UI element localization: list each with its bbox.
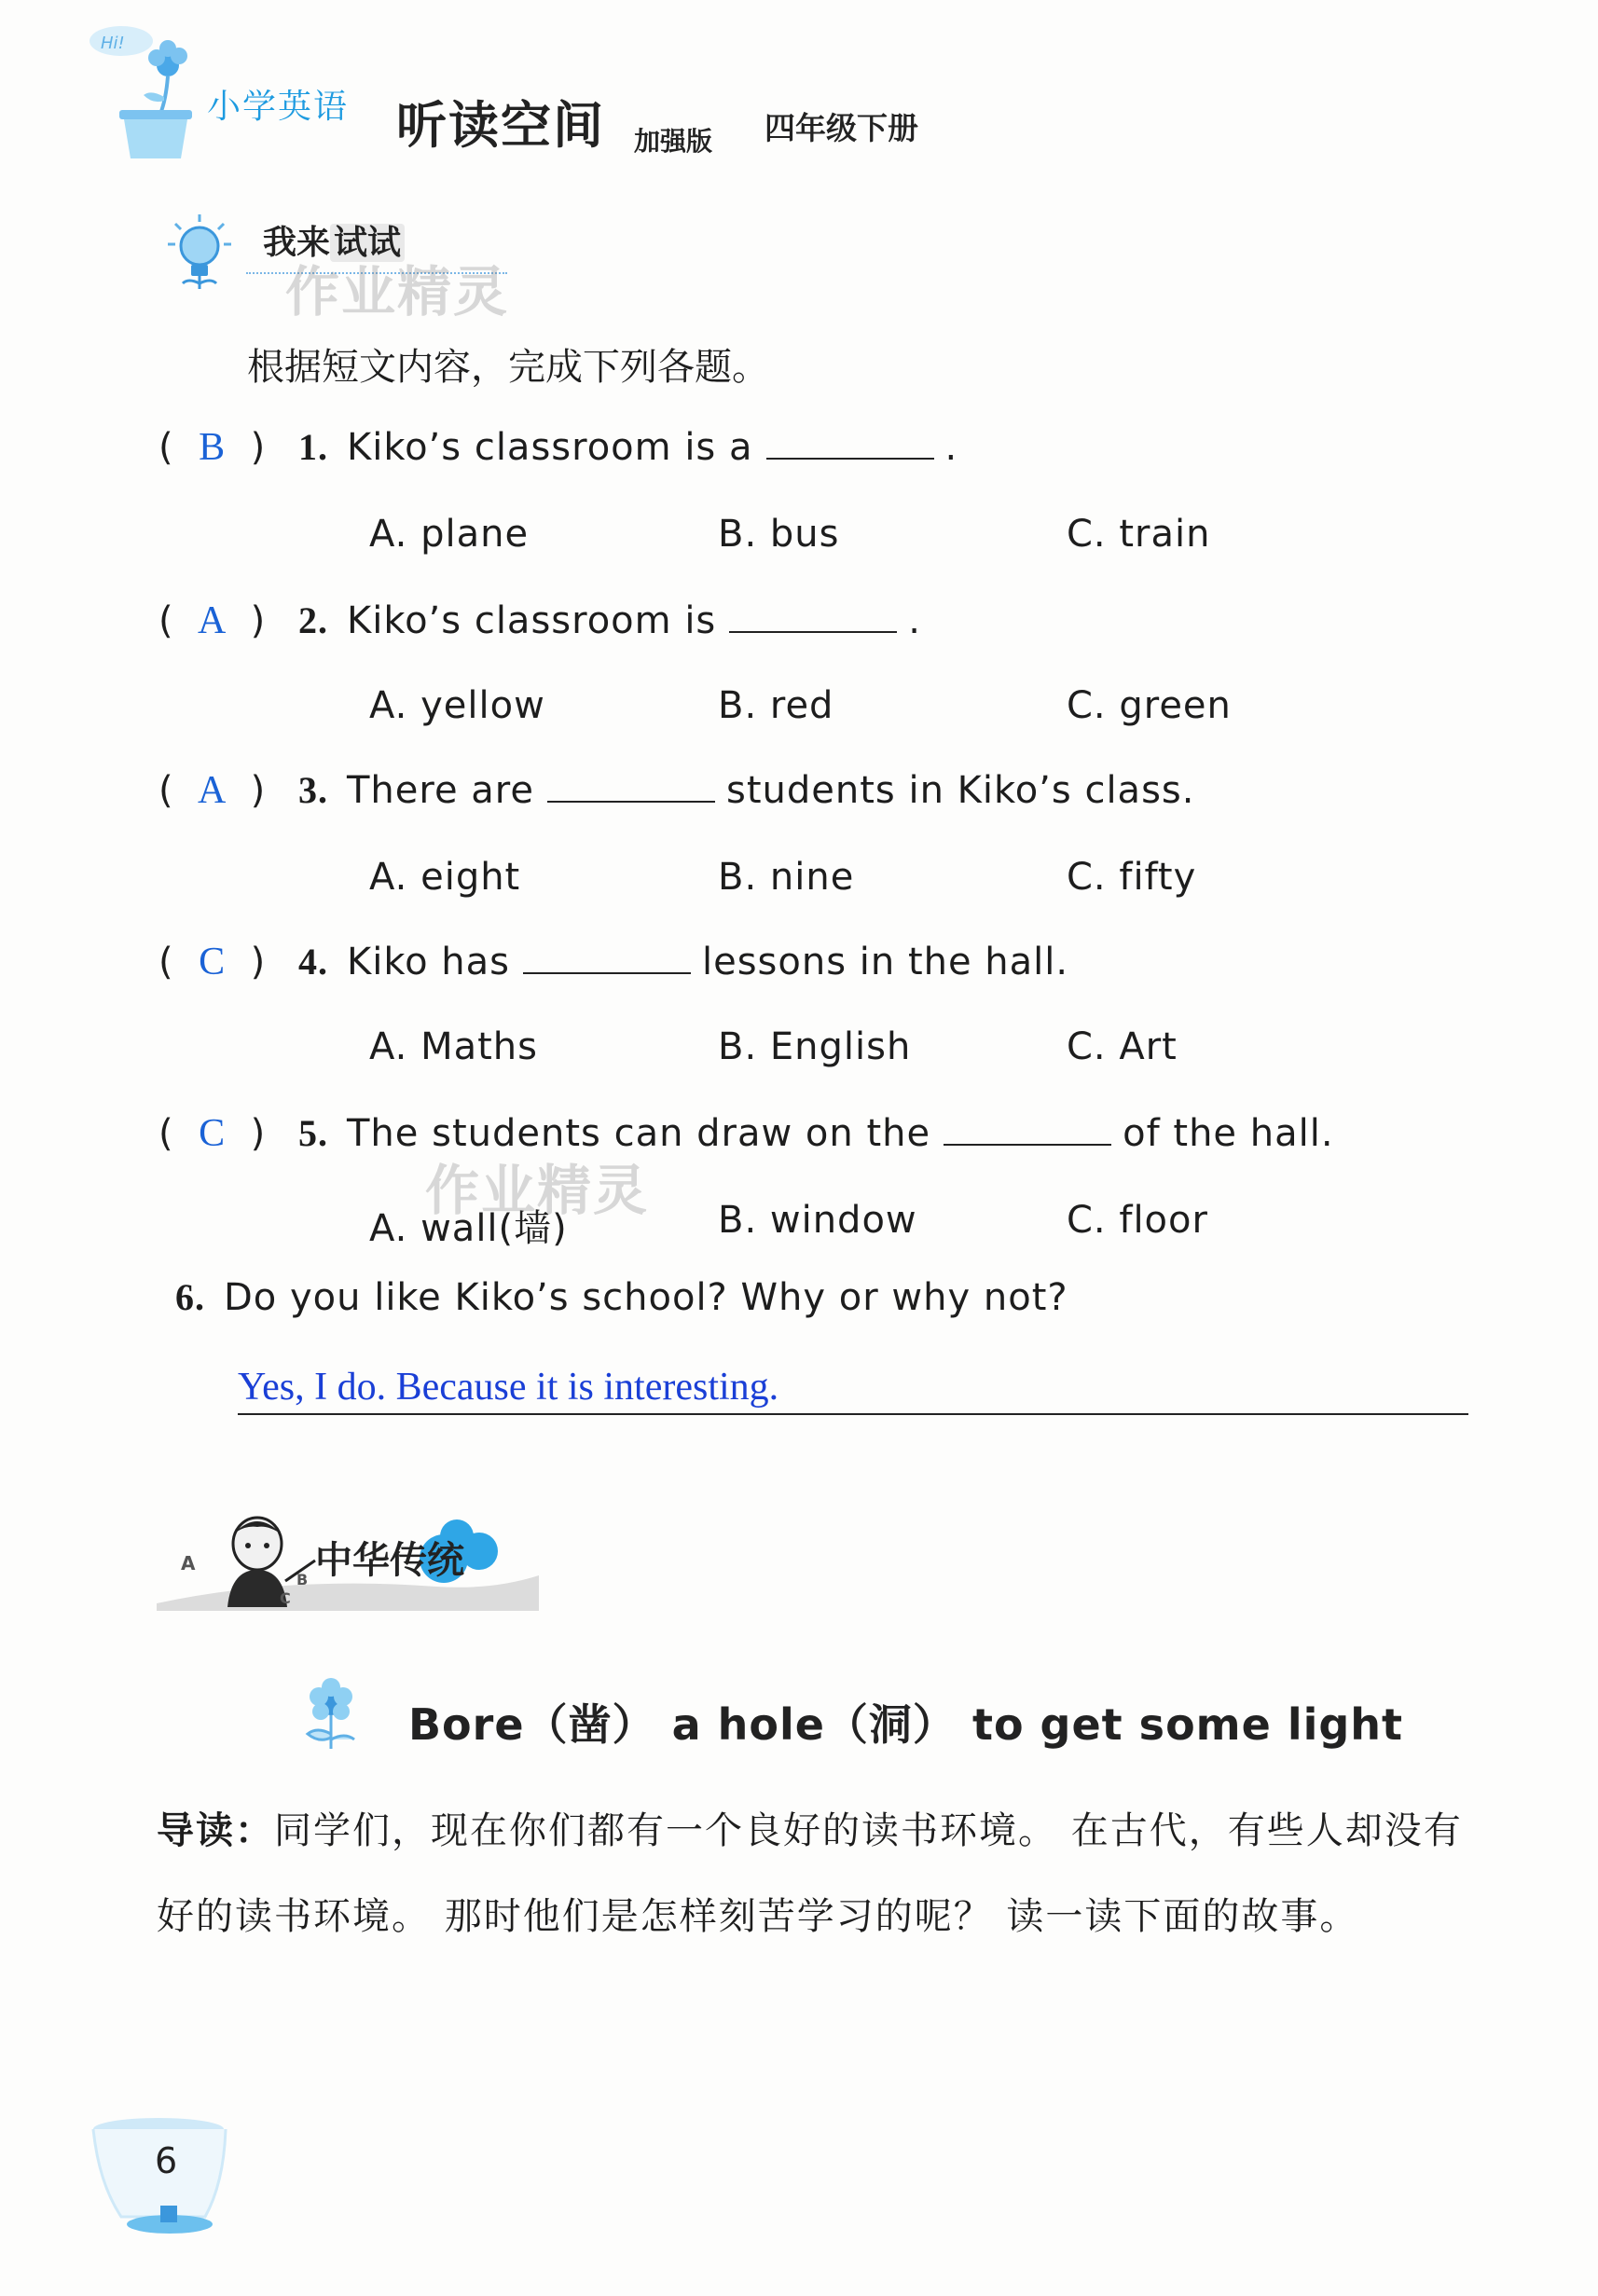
svg-text:B: B xyxy=(296,1571,309,1588)
watermark: 作业精灵 xyxy=(285,260,510,323)
answer-choice[interactable]: B xyxy=(199,426,227,469)
question-6: 6. Do you like Kiko’s school? Why or why not? xyxy=(175,1276,1068,1319)
answer-blank xyxy=(944,1112,1111,1146)
instruction-text: 根据短文内容，完成下列各题。 xyxy=(247,346,769,389)
answer-choice[interactable]: A xyxy=(197,599,227,642)
answer-paren: ( A ) xyxy=(158,599,267,642)
flower-icon xyxy=(298,1678,364,1753)
answer-paren: ( A ) xyxy=(158,769,267,812)
option-a: A. plane xyxy=(369,513,530,556)
culture-banner-title: 中华传统 xyxy=(315,1539,464,1582)
svg-text:Hi!: Hi! xyxy=(101,34,125,53)
question-4: ( C ) 4. Kiko has lessons in the hall. xyxy=(158,941,1069,983)
option-c: C. green xyxy=(1067,684,1232,727)
edition-label: 加强版 xyxy=(634,126,713,157)
svg-text:C: C xyxy=(280,1589,291,1607)
answer-paren: ( B ) xyxy=(158,426,267,469)
option-c: C. floor xyxy=(1067,1199,1208,1242)
page-number: 6 xyxy=(155,2140,178,2181)
answer-choice[interactable]: C xyxy=(199,941,227,983)
brand-flower-pot-icon xyxy=(86,21,198,160)
series-name: 小学英语 xyxy=(207,88,350,126)
intro-label: 导读： xyxy=(157,1809,274,1852)
option-c: C. fifty xyxy=(1067,856,1197,899)
option-b: B. nine xyxy=(718,856,855,899)
answer-blank xyxy=(729,599,897,633)
section-title-try: 我来 试试 xyxy=(263,216,405,264)
question-1: ( B ) 1. Kiko’s classroom is a . xyxy=(158,426,958,469)
option-a: A. eight xyxy=(369,856,521,899)
book-title: 听读空间 xyxy=(396,96,605,155)
question-6-answer[interactable]: Yes, I do. Because it is interesting. xyxy=(238,1366,779,1409)
option-c: C. Art xyxy=(1067,1025,1178,1068)
answer-line xyxy=(238,1413,1468,1415)
answer-paren: ( C ) xyxy=(158,1112,267,1155)
watermark: 作业精灵 xyxy=(425,1159,650,1222)
story-title: Bore（凿） a hole（洞） to get some light xyxy=(408,1699,1404,1750)
option-a: A. Maths xyxy=(369,1025,538,1068)
intro-text: 同学们，现在你们都有一个良好的读书环境。 在古代，有些人却没有好的读书环境。 那时他们是怎样刻苦学习的呢？ 读一读下面的故事。 xyxy=(157,1809,1463,1938)
answer-blank xyxy=(766,426,934,460)
option-c: C. train xyxy=(1067,513,1211,556)
answer-blank xyxy=(547,769,715,803)
grade-label: 四年级下册 xyxy=(765,110,918,146)
question-5: ( C ) 5. The students can draw on the of the hall. xyxy=(158,1112,1334,1155)
intro-paragraph xyxy=(157,1788,1481,1959)
option-b: B. bus xyxy=(718,513,840,556)
option-a: A. yellow xyxy=(369,684,545,727)
answer-choice[interactable]: C xyxy=(199,1112,227,1155)
option-b: B. red xyxy=(718,684,834,727)
answer-paren: ( C ) xyxy=(158,941,267,983)
answer-blank xyxy=(523,941,691,974)
option-b: B. English xyxy=(718,1025,912,1068)
answer-choice[interactable]: A xyxy=(197,769,227,812)
lightbulb-icon xyxy=(166,213,233,291)
question-3: ( A ) 3. There are students in Kiko’s class. xyxy=(158,769,1195,812)
question-2: ( A ) 2. Kiko’s classroom is . xyxy=(158,599,921,642)
svg-text:A: A xyxy=(181,1552,196,1574)
option-a: A. wall(墙) xyxy=(369,1207,568,1250)
option-b: B. window xyxy=(718,1199,917,1242)
